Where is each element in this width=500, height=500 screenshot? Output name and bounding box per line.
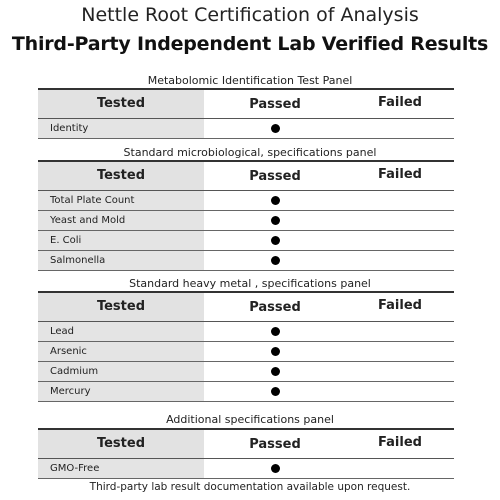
row-label: Identity (38, 119, 204, 138)
table-row (38, 362, 454, 382)
table-row (38, 382, 454, 402)
table-row (38, 211, 454, 231)
panel-title-heavy-metal: Standard heavy metal , specifications panel (129, 277, 371, 290)
table-header (38, 160, 454, 191)
table-row (38, 322, 454, 342)
passed-dot-icon (271, 124, 280, 133)
table-row (38, 459, 454, 479)
table-row (38, 342, 454, 362)
table-header (38, 291, 454, 322)
table-additional (38, 428, 454, 479)
table-row (38, 119, 454, 139)
panel-title-microbiological: Standard microbiological, specifications panel (123, 146, 377, 159)
column-header-failed: Failed (378, 435, 422, 450)
row-label: Salmonella (38, 251, 204, 270)
column-header-failed: Failed (378, 95, 422, 110)
row-label: E. Coli (38, 231, 204, 250)
table-row (38, 191, 454, 211)
column-header-passed: Passed (249, 97, 301, 112)
table-header (38, 428, 454, 459)
table-header (38, 88, 454, 119)
passed-dot-icon (271, 327, 280, 336)
column-header-passed: Passed (249, 437, 301, 452)
page-title: Nettle Root Certification of Analysis (81, 4, 419, 26)
table-metabolomic (38, 88, 454, 139)
column-header-failed: Failed (378, 167, 422, 182)
row-label: Arsenic (38, 342, 204, 361)
column-header-failed: Failed (378, 298, 422, 313)
row-label: GMO-Free (38, 459, 204, 478)
table-row (38, 251, 454, 271)
column-header-tested: Tested (38, 90, 204, 118)
passed-dot-icon (271, 387, 280, 396)
row-label: Lead (38, 322, 204, 341)
passed-dot-icon (271, 216, 280, 225)
column-header-tested: Tested (38, 162, 204, 190)
column-header-tested: Tested (38, 293, 204, 321)
table-heavy-metal (38, 291, 454, 402)
column-header-passed: Passed (249, 169, 301, 184)
panel-title-metabolomic: Metabolomic Identification Test Panel (147, 74, 353, 87)
page-subtitle: Third-Party Independent Lab Verified Results (11, 33, 489, 55)
row-label: Cadmium (38, 362, 204, 381)
passed-dot-icon (271, 347, 280, 356)
passed-dot-icon (271, 236, 280, 245)
passed-dot-icon (271, 196, 280, 205)
passed-dot-icon (271, 256, 280, 265)
footer-note: Third-party lab result documentation available upon request. (89, 481, 411, 493)
row-label: Total Plate Count (38, 191, 204, 210)
passed-dot-icon (271, 464, 280, 473)
table-microbiological (38, 160, 454, 271)
row-label: Mercury (38, 382, 204, 401)
column-header-passed: Passed (249, 300, 301, 315)
passed-dot-icon (271, 367, 280, 376)
column-header-tested: Tested (38, 430, 204, 458)
row-label: Yeast and Mold (38, 211, 204, 230)
panel-title-additional: Additional specifications panel (166, 413, 334, 426)
table-row (38, 231, 454, 251)
